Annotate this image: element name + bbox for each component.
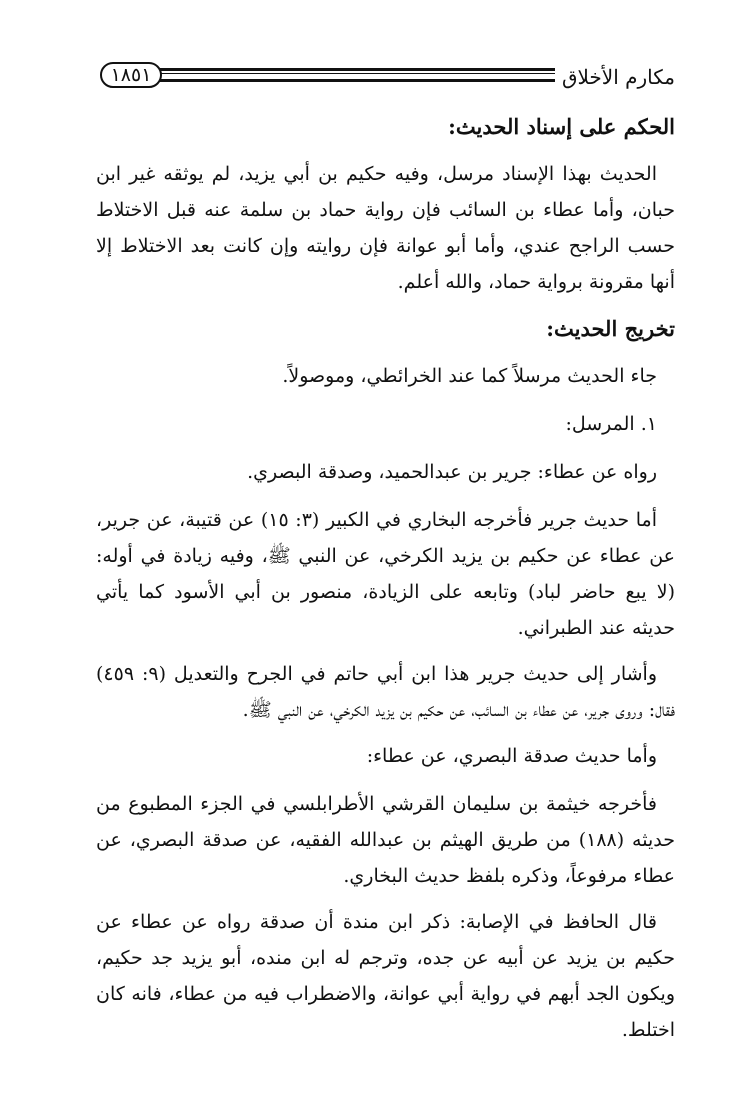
heading-isnad-ruling: الحكم على إسناد الحديث: [448,114,675,139]
paragraph-isaba: قال الحافظ في الإصابة: ذكر ابن مندة أن صدقة رواه عن عطاء عن حكيم بن يزيد عن أبيه عن جده، وترجم له ابن منده، أبو يزيد جد حكيم، ويكون الجد أبهم في رواية أبي عوانة، والاضطراب فيه من عطاء، فانه كان اختلط. [96,911,675,1041]
page-content [96,112,675,1058]
line-narrators-from-ata: رواه عن عطاء: جرير بن عبدالحميد، وصدقة البصري. [247,461,657,483]
paragraph-ibn-abi-hatim: وأشار إلى حديث جرير هذا ابن أبي حاتم في الجرح والتعديل (٩: ٤٥٩) فقال: وروى جرير، عن عطاء بن السائب، عن حكيم بن يزيد الكرخي، عن النبي ﷺ. [96,663,675,721]
line-mursal-label: ١. المرسل: [565,413,657,435]
line-hadith-routes: جاء الحديث مرسلاً كما عند الخرائطي، وموصولاً. [282,365,657,387]
running-header [100,62,675,96]
heading-takhrij: تخريج الحديث: [546,316,675,341]
line-sadaqa-hadith: وأما حديث صدقة البصري، عن عطاء: [366,745,657,767]
paragraph-khaythama: فأخرجه خيثمة بن سليمان القرشي الأطرابلسي في الجزء المطبوع من حديثه (١٨٨) من طريق الهيثم بن عبدالله الفقيه، عن صدقة البصري، عن عطاء مرفوعاً، وذكره بلفظ حديث البخاري. [96,793,675,887]
header-rule [160,68,555,82]
paragraph-isnad-ruling: الحديث بهذا الإسناد مرسل، وفيه حكيم بن أبي يزيد، لم يوثقه غير ابن حبان، وأما عطاء بن السائب فإن رواية حماد بن سلمة عنه قبل الاختلاط حسب الراجح عندي، وأما أبو عوانة فإن روايته وإن كانت بعد الاختلاط إلا أنها مقرونة برواية حماد، والله أعلم. [96,163,675,293]
page-number: ١٨٥١ [100,62,162,88]
paragraph-jarir-hadith: أما حديث جرير فأخرجه البخاري في الكبير (٣: ١٥) عن قتيبة، عن جرير، عن عطاء عن حكيم بن يزيد الكرخي، عن النبي ﷺ، وفيه زيادة في أوله: (لا يبع حاضر لباد) وتابعه على الزيادة، منصور بن أبي الأسود كما يأتي حديثه عند الطبراني. [96,509,675,639]
book-title: مكارم الأخلاق [561,65,675,89]
